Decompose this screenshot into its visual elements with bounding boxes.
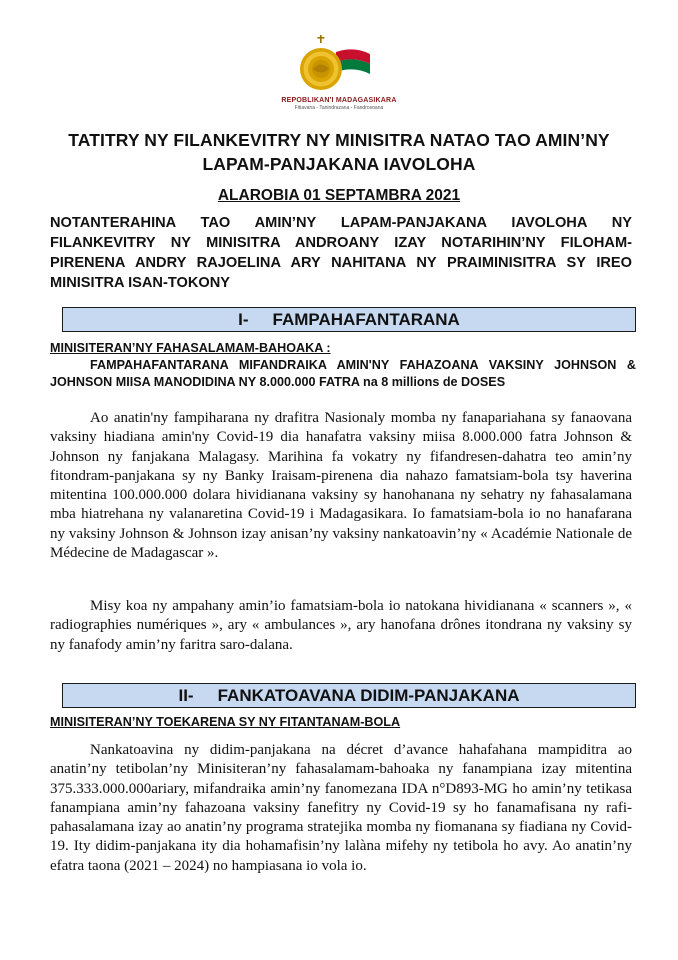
section-1-paragraph-1: Ao anatin'ny fampiharana ny drafitra Nasionaly momba ny fanapariahana sy fanaovana vaksiny hiadiana amin'ny Covid-19 dia hanafatra vaksiny miisa 8.000.000 fatra Johnson & Johnson ny fanjakana Malagasy. Marihina fa vokatry ny fifandresen-dahatra teo amin’ny fitondram-panjakana sy ny Banky Iraisam-pirenena dia nahazo famatsiam-bola tsy haverina mitentina 100.000.000 dolara hividianana vaksiny sy hanohanana ny sehatry ny fahasalamana mba hiatrehana ny valanaretina Covid-19 i Madagasikara. Io famatsiam-bola io no hanafarana ny vaksiny Johnson & Johnson izay anisan’ny vaksiny nankatoavin’ny « Académie Nationale de Médecine de Madagascar ». — [50, 410, 632, 562]
document-title: TATITRY NY FILANKEVITRY NY MINISITRA NATAO TAO AMIN’NY LAPAM-PANJAKANA IAVOLOHA — [68, 130, 610, 174]
section-1-subheading: FAMPAHAFANTARANA MIFANDRAIKA AMIN'NY FAHAZOANA VAKSINY JOHNSON & JOHNSON MIISA MANODIDINA NY 8.000.000 FATRA na 8 millions de DOSES — [50, 358, 636, 389]
section-1-number: I- — [238, 310, 249, 329]
section-2-title: FANKATOAVANA DIDIM-PANJAKANA — [217, 686, 520, 705]
section-2-header — [62, 683, 636, 708]
intro-paragraph: NOTANTERAHINA TAO AMIN’NY LAPAM-PANJAKANA IAVOLOHA NY FILANKEVITRY NY MINISITRA ANDROANY IZAY NOTARIHIN’NY FILOHAM-PIRENENA ANDRY RAJOELINA ARY NAHITANA NY PRAIMINISITRA SY IREO MINISITRA ISAN-TOKONY — [50, 215, 632, 291]
section-1-title: FAMPAHAFANTARANA — [272, 310, 460, 329]
section-1-paragraph-2: Misy koa ny ampahany amin’io famatsiam-bola io natokana hividianana « scanners », « radiographies numériques », ary « ambulances », ary hanofana drônes itondrana ny vaksiny sy ny fanafody amin’ny faritra saro-dalana. — [50, 598, 632, 653]
section-2-ministry: MINISITERAN’NY TOEKARENA SY NY FITANTANAM-BOLA — [50, 715, 401, 729]
section-2-paragraph-1: Nankatoavina ny didim-panjakana na décret d’avance hahafahana mampiditra ao anatin’ny tetibolan’ny Minisiteran’ny fahasalamam-bahoaka ny fanampiana izay mitentina 375.333.000.000ariary, mifandraika amin’ny fanomezana IDA n°D893-MG ho amin’ny tetikasa fanampiana amin’ny fahazoana vaksiny fanefitry ny Covid-19 sy ho fanamafisana ny rafi-pahasalamana izay ao anatin’ny programa stratejika momba ny fiomanana sy fiadiana ny Covid-19. Ity didim-panjakana ity dia hohamafisin’ny lalàna mifehy ny tetibola ho avy. Ao anatin’ny efatra taona (2021 – 2024) no hampiasana io vola io. — [50, 742, 632, 874]
emblem-seal-icon — [298, 34, 380, 96]
section-2-number: II- — [178, 686, 194, 705]
section-1-header — [62, 307, 636, 332]
emblem-motto: Fitiavana - Tanindrazana - Fandrosoana — [294, 105, 384, 111]
document-date: ALAROBIA 01 SEPTAMBRA 2021 — [217, 187, 461, 204]
emblem-caption: REPOBLIKAN'I MADAGASIKARA — [281, 97, 397, 104]
republic-emblem — [0, 34, 678, 111]
section-1-ministry: MINISITERAN’NY FAHASALAMAM-BAHOAKA : — [50, 341, 331, 355]
